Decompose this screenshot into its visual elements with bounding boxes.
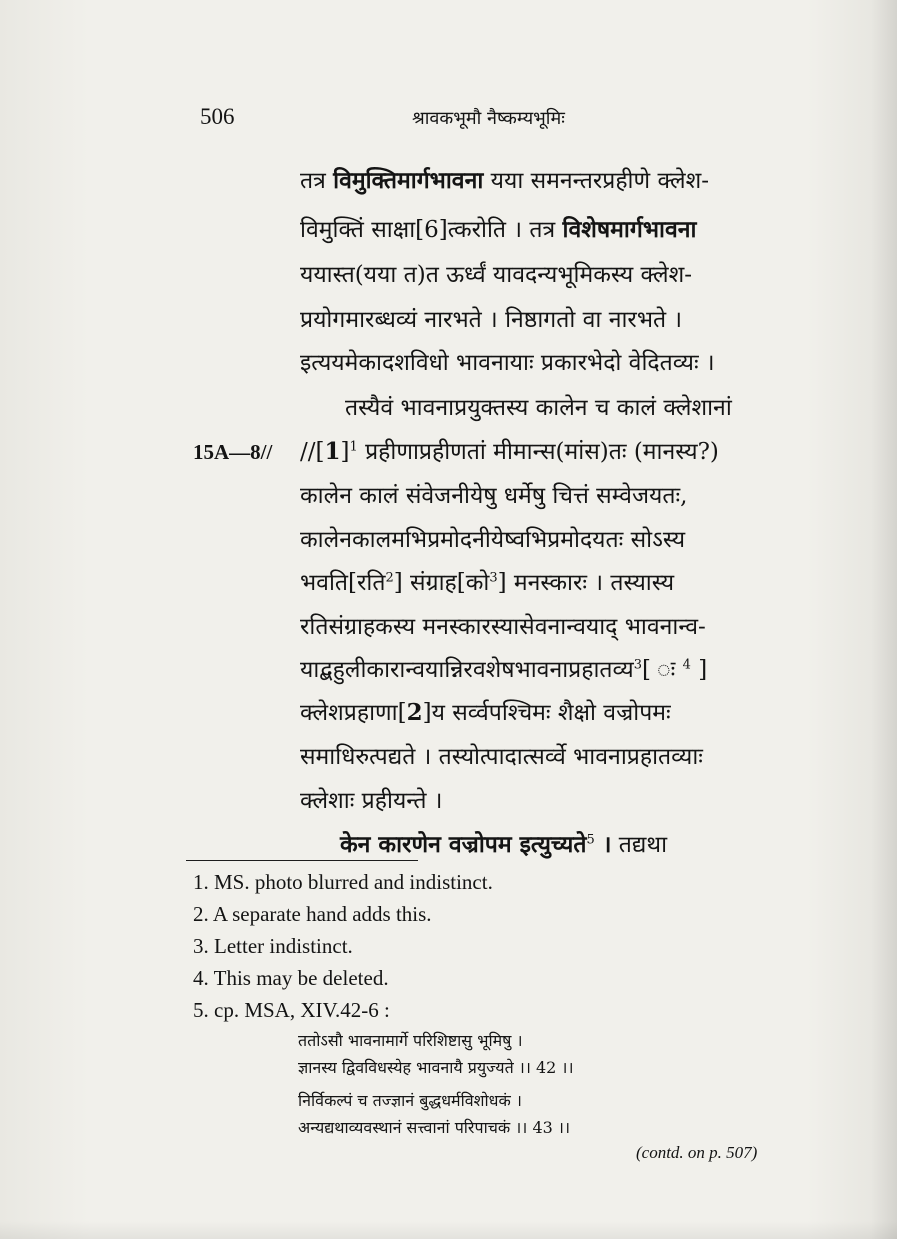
text-line-7: $//[1]^1$ प्रहीणाप्रहीणतां मीमान्स(मांस)तः (मानस्य?)	[300, 438, 719, 465]
text-line-2: विमुक्तिं साक्षा[6]त्करोति । तत्र विशेषमार्गभावना	[300, 216, 697, 243]
verse-line-1: ततोऽसौ भावनामार्गे परिशिष्टासु भूमिषु ।	[298, 1031, 523, 1050]
text-line-15: क्लेशाः प्रहीयन्ते ।	[300, 788, 443, 814]
footnote-1: 1. MS. photo blurred and indistinct.	[193, 870, 493, 894]
page-number: 506	[200, 104, 235, 129]
text-line-8: कालेन कालं संवेजनीयेषु धर्मेषु चित्तं सम्वेजयतः,	[300, 483, 688, 509]
text-line-3: ययास्त(यया त)त ऊर्ध्वं यावदन्यभूमिकस्य क्लेश-	[300, 262, 693, 288]
text-line-1: तत्र विमुक्तिमार्गभावना यया समनन्तरप्रहीणे क्लेश-	[300, 167, 709, 194]
folio-reference: 15A—8//	[193, 440, 273, 464]
text-line-12: याद्बहुलीकारान्वयान्निरवशेषभावनाप्रहातव्य$^3$[ ः $^4$ ]	[300, 657, 708, 683]
verse-line-3: निर्विकल्पं च तज्ज्ञानं बुद्धधर्मविशोधकं ।	[298, 1091, 522, 1110]
running-title: श्रावकभूमौ नैष्कम्यभूमिः	[412, 108, 565, 129]
footnote-2: 2. A separate hand adds this.	[193, 902, 432, 926]
footnote-4: 4. This may be deleted.	[193, 966, 389, 990]
text-line-11: रतिसंग्राहकस्य मनस्कारस्यासेवनान्वयाद् भावनान्व-	[300, 614, 706, 640]
text-line-6: तस्यैवं भावनाप्रयुक्तस्य कालेन च कालं क्लेशानां	[345, 395, 732, 421]
verse-line-2: ज्ञानस्य द्विवविधस्येह भावनायै प्रयुज्यते ।। 42 ।।	[298, 1058, 574, 1077]
text-line-5: इत्ययमेकादशविधो भावनायाः प्रकारभेदो वेदितव्यः ।	[300, 350, 715, 376]
text-line-13: क्लेशप्रहाणा[2]य सर्व्वपश्चिमः शैक्षो वज्रोपमः	[300, 699, 671, 726]
text-line-4: प्रयोगमारब्धव्यं नारभते । निष्ठागतो वा नारभते ।	[300, 307, 683, 333]
text-line-10: भवति[रति$^2$] संग्राह[को$^3$] मनस्कारः । तस्यास्य	[300, 570, 675, 596]
footnote-rule	[186, 860, 418, 861]
text-line-14: समाधिरुत्पद्यते । तस्योत्पादात्सर्व्वे भावनाप्रहातव्याः	[300, 744, 703, 770]
text-line-16: केन कारणेन वज्रोपम इत्युच्यते$^5$ । तद्यथा	[340, 831, 668, 858]
verse-line-4: अन्यद्यथाव्यवस्थानं सत्त्वानां परिपाचकं ।। 43 ।।	[298, 1118, 571, 1137]
footnote-3: 3. Letter indistinct.	[193, 934, 353, 958]
footnote-5: 5. cp. MSA, XIV.42-6 :	[193, 998, 390, 1022]
text-line-9: कालेनकालमभिप्रमोदनीयेष्वभिप्रमोदयतः सोऽस्य	[300, 527, 686, 553]
continuation-note: (contd. on p. 507)	[636, 1143, 758, 1162]
page-edge-shadow	[871, 0, 897, 1239]
page-bottom-shadow	[0, 1221, 897, 1239]
